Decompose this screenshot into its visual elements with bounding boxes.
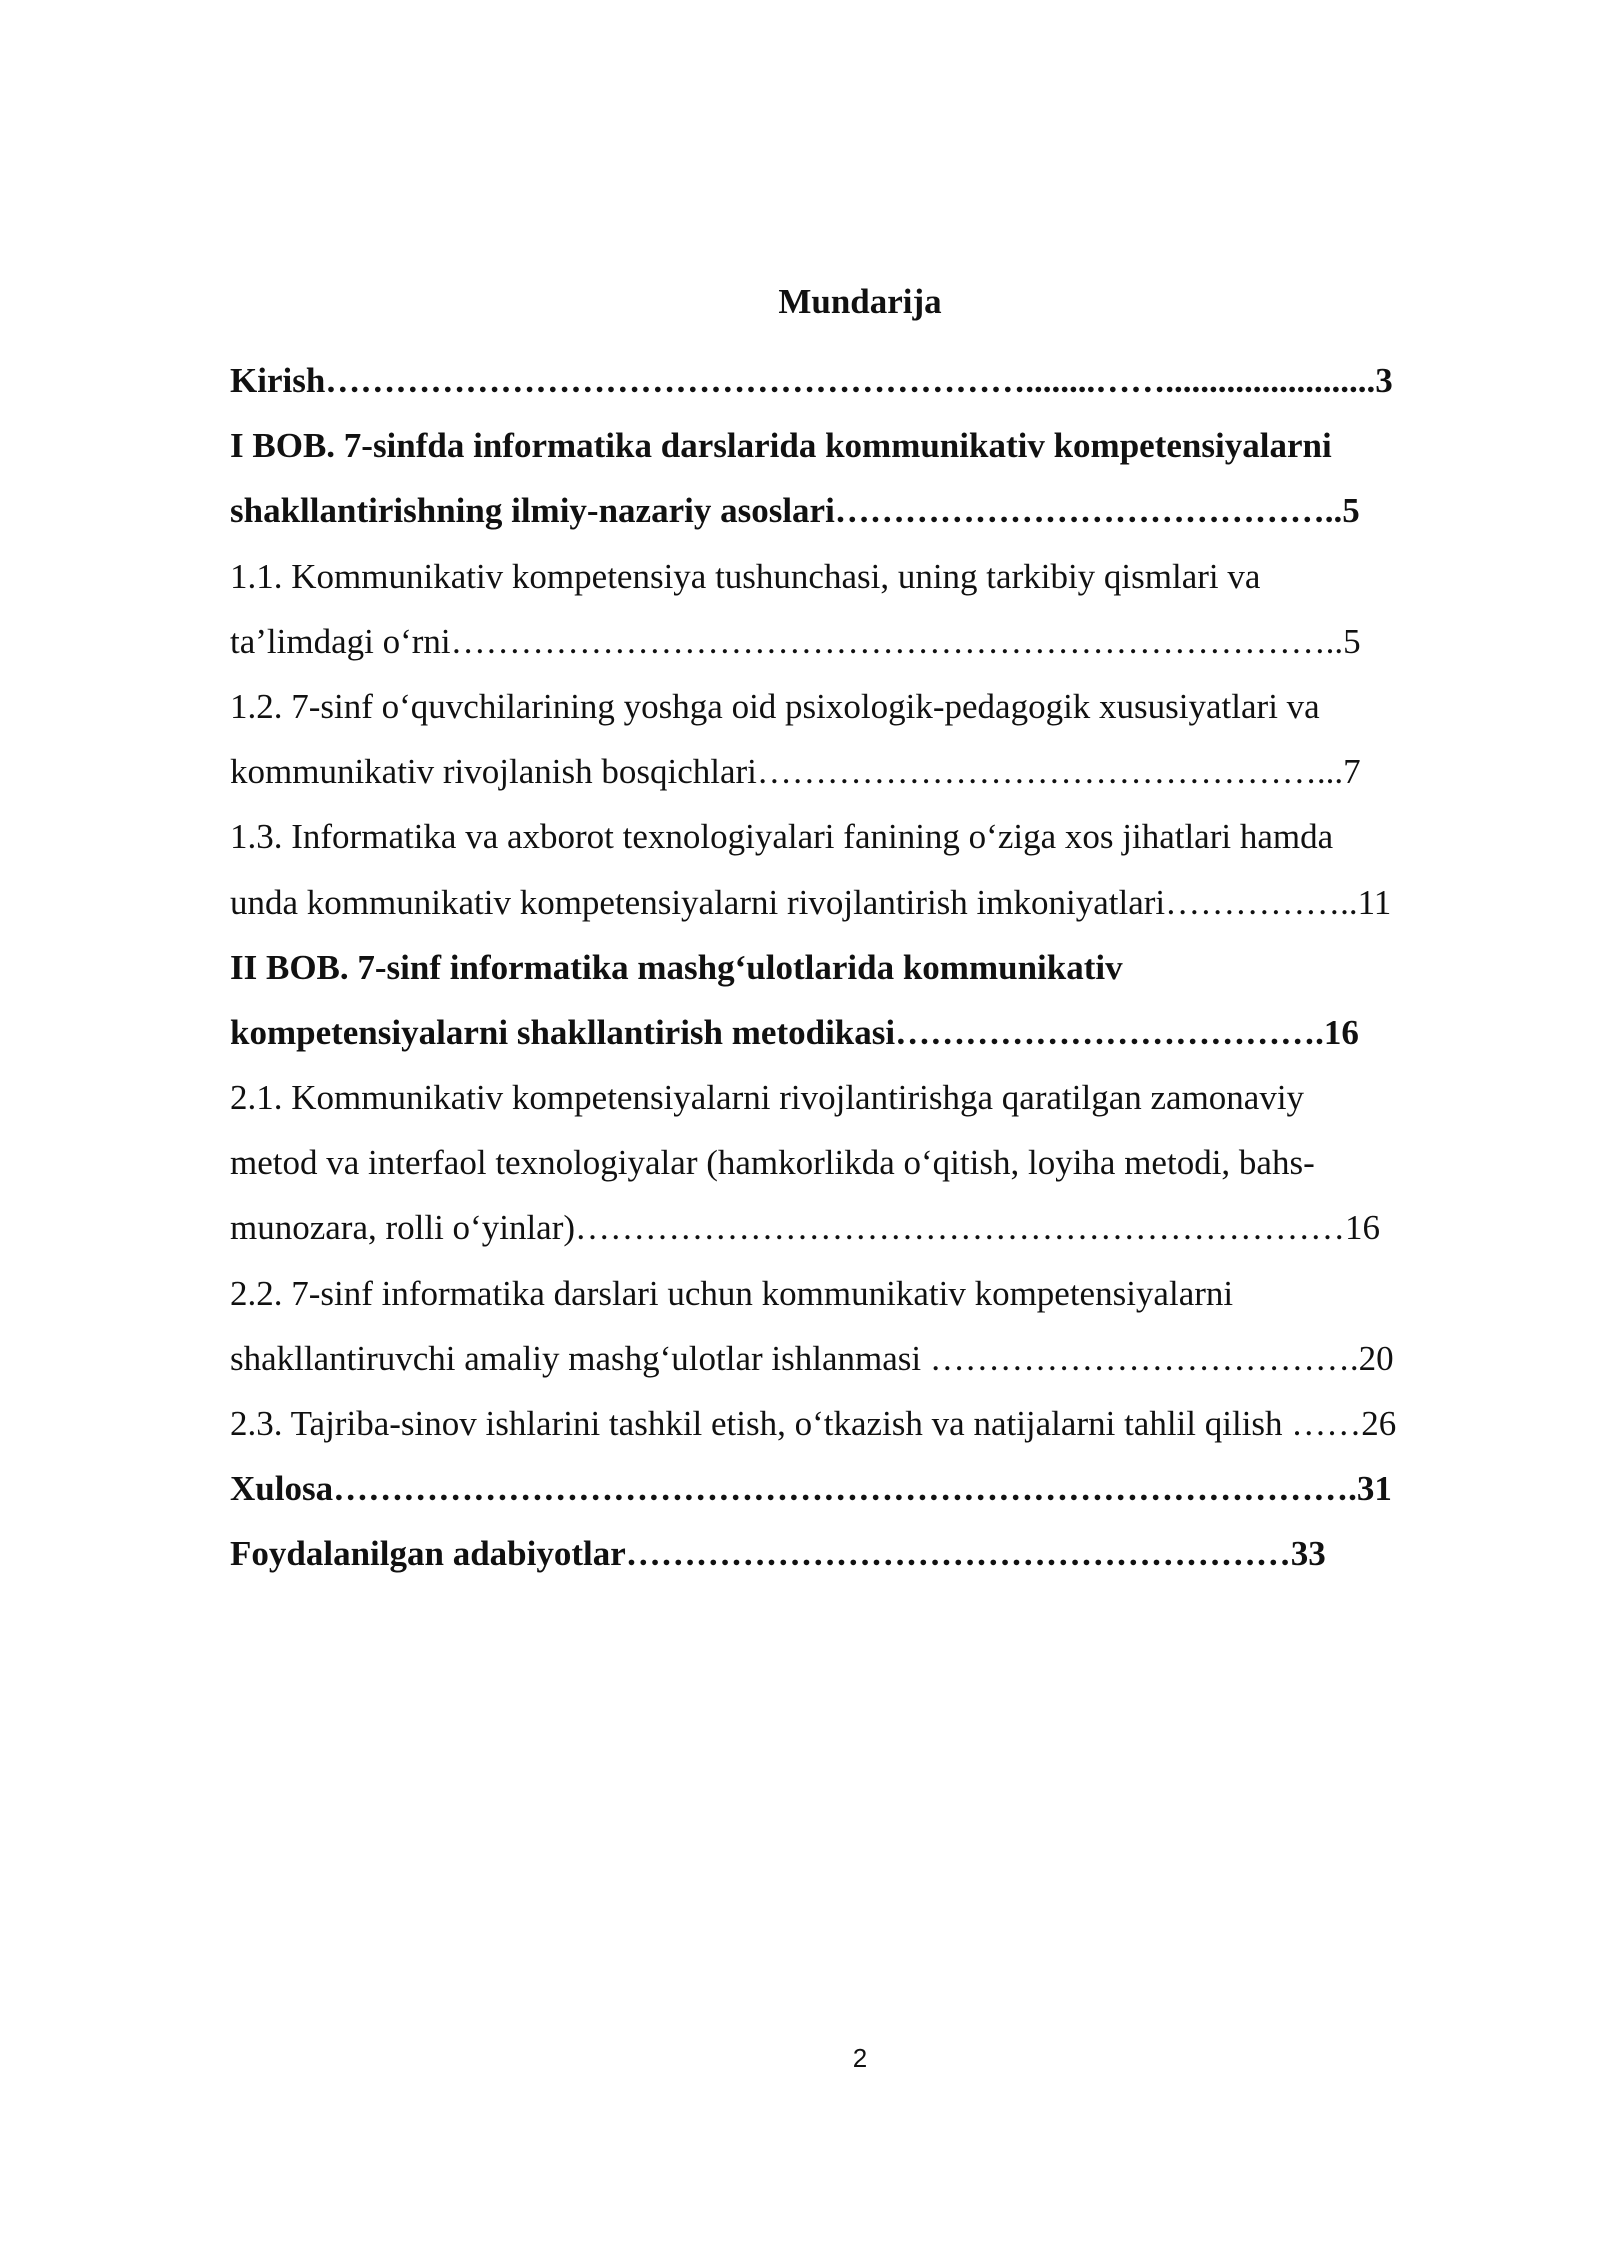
toc-entry-section-1-3-line-1: 1.3. Informatika va axborot texnologiyalari fanining o‘ziga xos jihatlari hamda — [230, 817, 1334, 857]
toc-entry-section-2-1-line-2: metod va interfaol texnologiyalar (hamkorlikda o‘qitish, loyiha metodi, bahs- — [230, 1143, 1315, 1183]
toc-entry-chapter-2-line-2: kompetensiyalarni shakllantirish metodikasi……………………………….16 — [230, 1012, 1359, 1052]
toc-entry-section-1-2-line-2: kommunikativ rivojlanish bosqichlari…………………………………………...7 — [230, 752, 1361, 792]
toc-entry-section-2-1-line-1: 2.1. Kommunikativ kompetensiyalarni rivojlantirishga qaratilgan zamonaviy — [230, 1078, 1305, 1118]
toc-entry-section-2-2-line-1: 2.2. 7-sinf informatika darslari uchun kommunikativ kompetensiyalarni — [230, 1273, 1234, 1313]
toc-entry-adabiyotlar: Foydalanilgan adabiyotlar…………………………………………………33 — [230, 1534, 1326, 1574]
toc-entry-xulosa: Xulosa…………………………………………………………………………….31 — [230, 1469, 1392, 1509]
toc-title: Mundarija — [778, 282, 942, 321]
toc-entry-kirish: Kirish……………………………………………………........……........................3 — [230, 361, 1393, 400]
toc-entry-section-2-3: 2.3. Tajriba-sinov ishlarini tashkil etish, o‘tkazish va natijalarni tahlil qilish ……26 — [230, 1404, 1397, 1443]
table-of-contents — [230, 348, 1500, 1587]
toc-entry-chapter-1-line-1: I BOB. 7-sinfda informatika darslarida kommunikativ kompetensiyalarni — [230, 426, 1332, 466]
toc-entry-section-1-1-line-1: 1.1. Kommunikativ kompetensiya tushunchasi, uning tarkibiy qismlari va — [230, 556, 1261, 596]
toc-entry-chapter-1-line-2: shakllantirishning ilmiy-nazariy asoslari……………………………………..5 — [230, 491, 1360, 531]
toc-entry-section-2-2-line-2: shakllantiruvchi amaliy mashg‘ulotlar ishlanmasi ……………………………….20 — [230, 1338, 1394, 1378]
toc-entry-section-1-1-line-2: ta’limdagi o‘rni…………………………………………………………………..5 — [230, 621, 1361, 661]
toc-entry-section-1-2-line-1: 1.2. 7-sinf o‘quvchilarining yoshga oid psixologik-pedagogik xususiyatlari va — [230, 686, 1320, 726]
toc-entry-chapter-2-line-1: II BOB. 7-sinf informatika mashg‘ulotlarida kommunikativ — [230, 947, 1123, 987]
toc-entry-section-2-1-line-3: munozara, rolli o‘yinlar)…………………………………………………………16 — [230, 1208, 1381, 1248]
toc-entry-section-1-3-line-2: unda kommunikativ kompetensiyalarni rivojlantirish imkoniyatlari……………..11 — [230, 882, 1392, 922]
page-number: 2 — [852, 2043, 868, 2073]
